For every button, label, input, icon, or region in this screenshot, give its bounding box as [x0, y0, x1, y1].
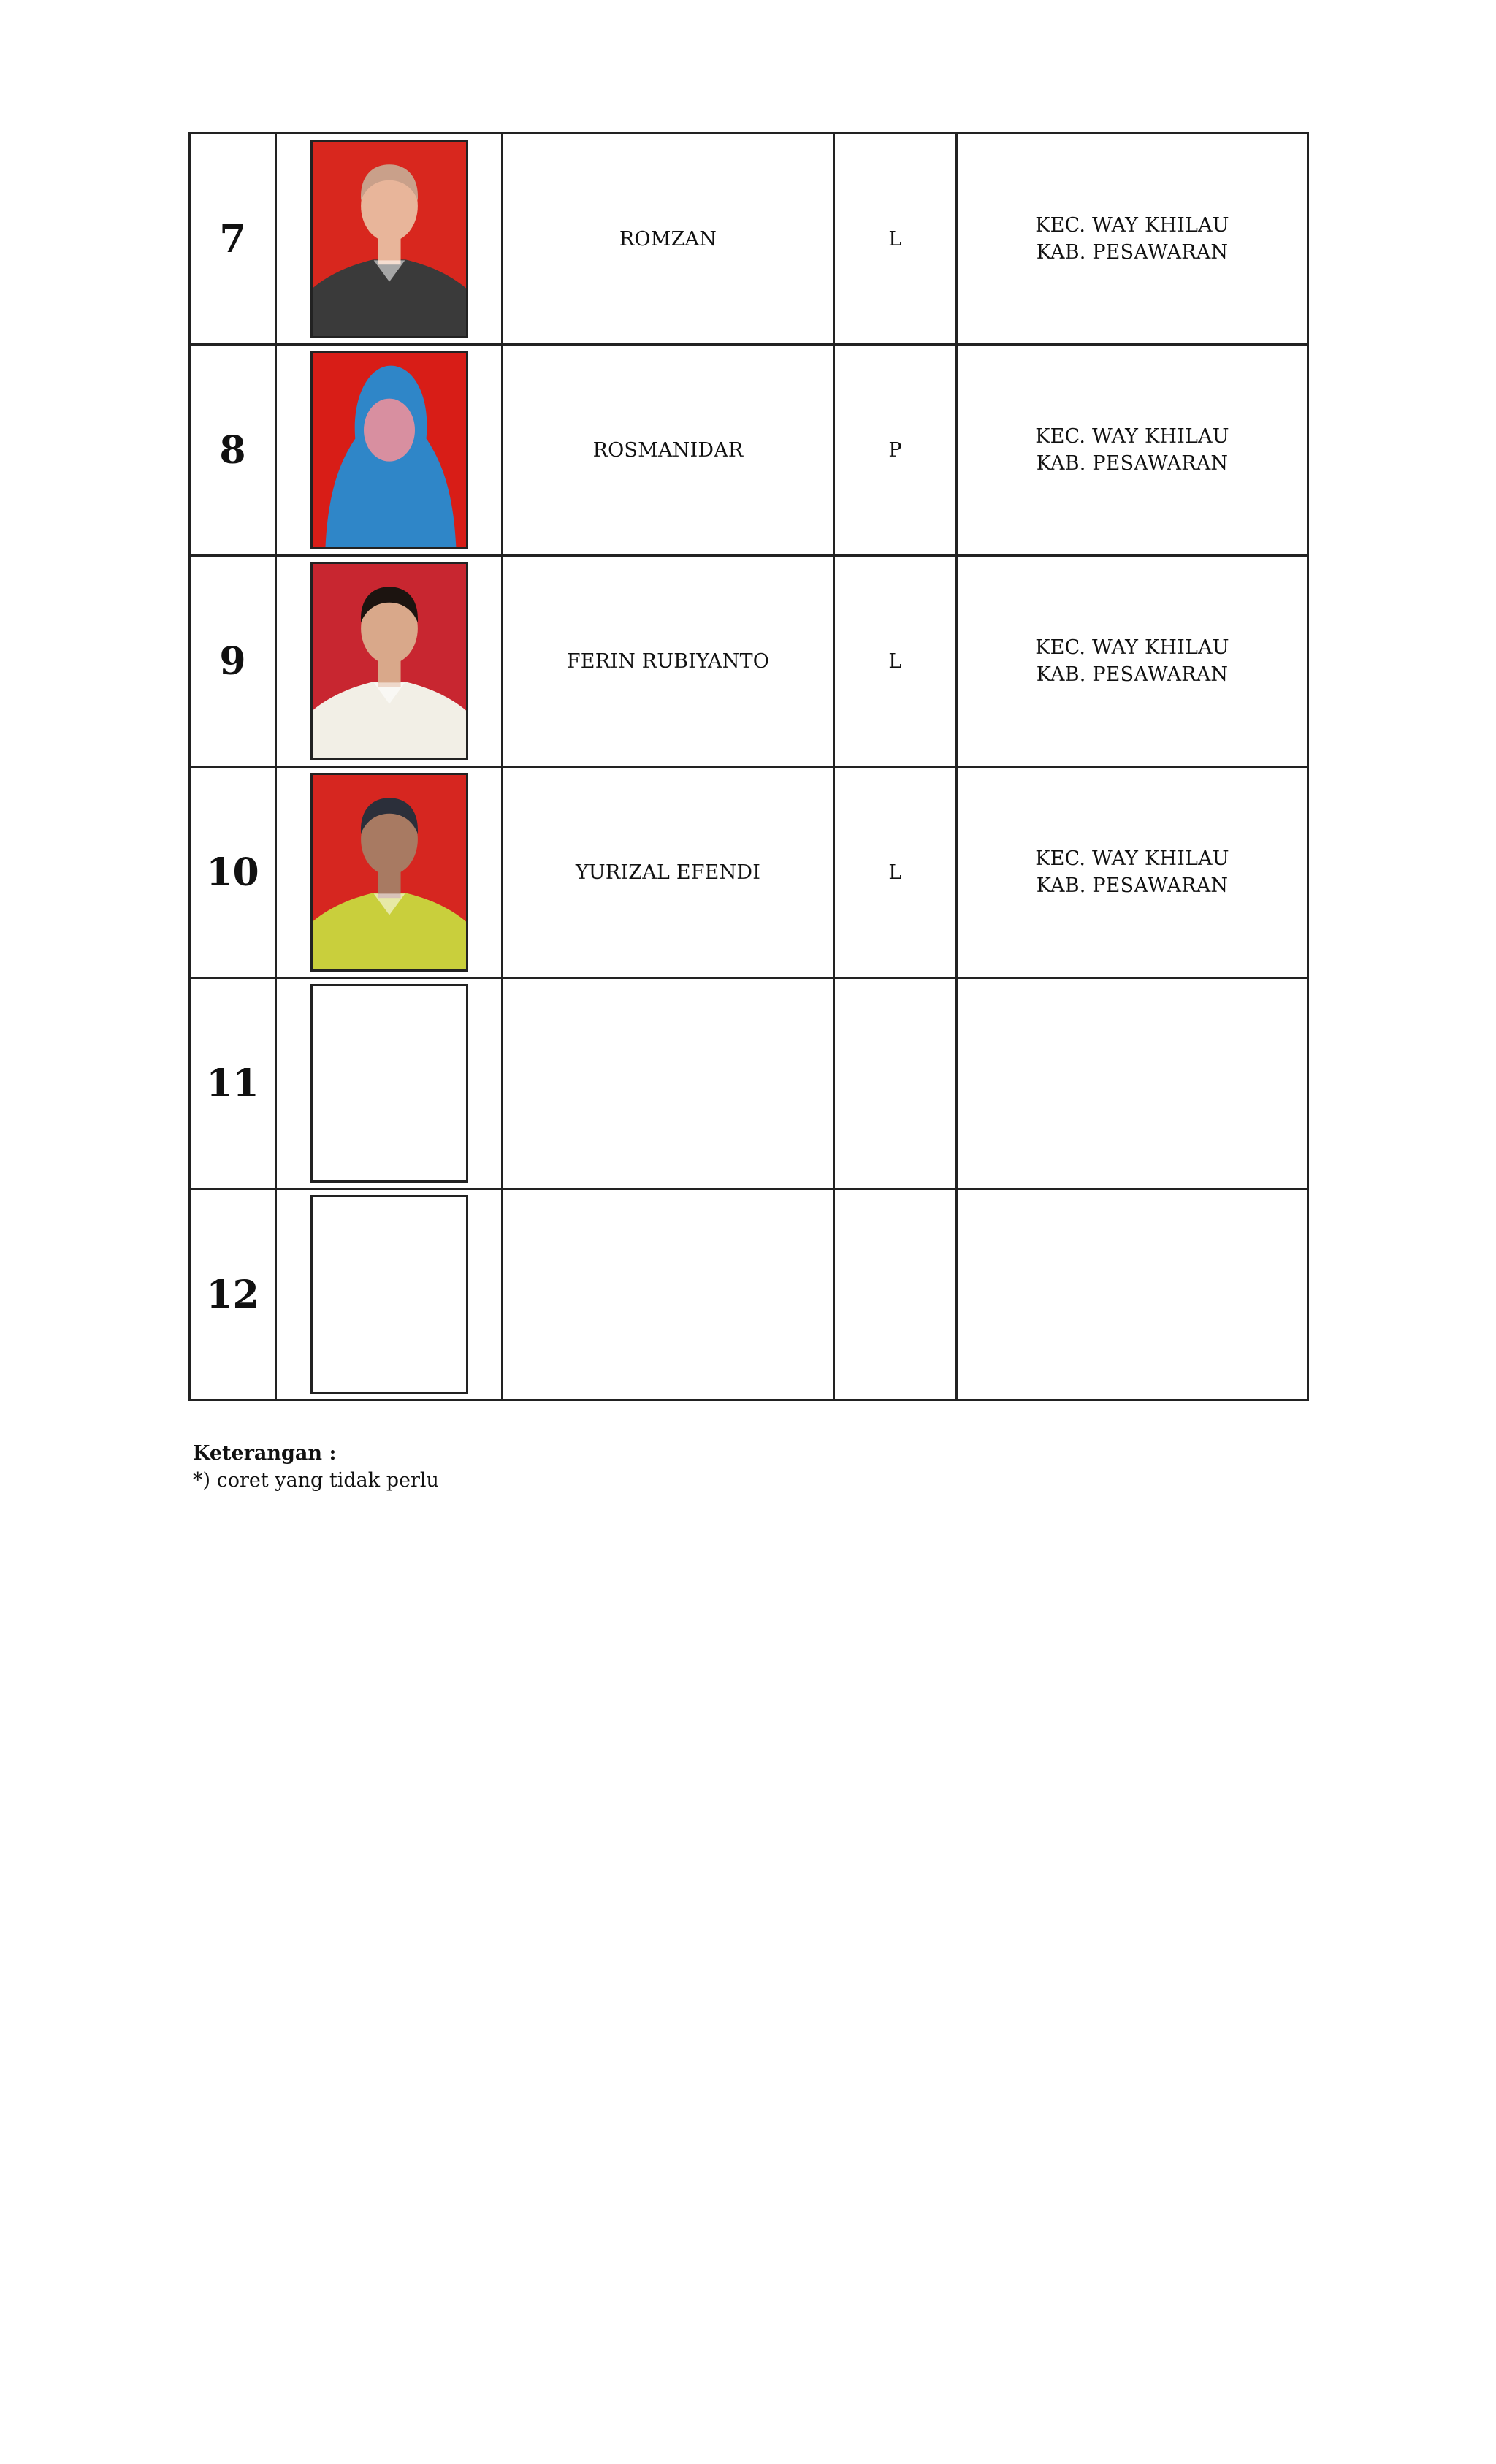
row-number: 12 [206, 1272, 259, 1317]
photo-cell [276, 345, 503, 556]
member-table [188, 132, 1309, 1401]
address-line: KEC. WAY KHILAU [1035, 636, 1229, 659]
member-table-body [190, 134, 1308, 1400]
table-row [190, 556, 1308, 767]
sex-cell [834, 1189, 957, 1400]
address-line: KEC. WAY KHILAU [1035, 425, 1229, 448]
table-row [190, 345, 1308, 556]
name-cell [503, 345, 834, 556]
member-sex: P [888, 438, 902, 462]
address-line: KAB. PESAWARAN [1036, 663, 1229, 686]
address-cell [957, 345, 1308, 556]
row-number-cell [190, 767, 276, 978]
member-name: ROSMANIDAR [592, 438, 744, 462]
name-cell [503, 134, 834, 345]
member-sex: L [888, 861, 902, 884]
portrait-woman-blue-hijab [313, 353, 466, 547]
address-cell [957, 767, 1308, 978]
sex-cell [834, 345, 957, 556]
address-cell [957, 978, 1308, 1189]
address-line: KEC. WAY KHILAU [1035, 847, 1229, 870]
name-cell [503, 978, 834, 1189]
member-name: ROMZAN [619, 227, 717, 251]
member-photo [310, 773, 468, 972]
portrait-man-white-shirt [313, 564, 466, 758]
table-row [190, 134, 1308, 345]
address-cell [957, 134, 1308, 345]
table-row [190, 978, 1308, 1189]
name-cell [503, 1189, 834, 1400]
row-number: 7 [219, 216, 246, 262]
name-cell [503, 767, 834, 978]
row-number-cell [190, 978, 276, 1189]
row-number-cell [190, 134, 276, 345]
member-photo [310, 562, 468, 760]
table-row [190, 1189, 1308, 1400]
row-number: 8 [219, 427, 246, 473]
row-number: 10 [206, 850, 259, 895]
sex-cell [834, 134, 957, 345]
empty-photo-frame [310, 984, 468, 1183]
notes-text: *) coret yang tidak perlu [193, 1469, 439, 1492]
address-line: KEC. WAY KHILAU [1035, 214, 1229, 237]
name-cell [503, 556, 834, 767]
address-line: KAB. PESAWARAN [1036, 241, 1229, 264]
portrait-man-plaid-shirt [313, 142, 466, 336]
photo-cell [276, 556, 503, 767]
row-number-cell [190, 345, 276, 556]
member-name: YURIZAL EFENDI [575, 861, 761, 884]
row-number-cell [190, 1189, 276, 1400]
address-cell [957, 556, 1308, 767]
row-number: 9 [219, 638, 246, 684]
notes-section [193, 1440, 439, 1494]
member-sex: L [888, 649, 902, 673]
sex-cell [834, 767, 957, 978]
table-row [190, 767, 1308, 978]
portrait-man-yellow-shirt [313, 775, 466, 969]
member-photo [310, 140, 468, 338]
sex-cell [834, 556, 957, 767]
member-sex: L [888, 227, 902, 251]
photo-cell [276, 134, 503, 345]
address-line: KAB. PESAWARAN [1036, 874, 1229, 897]
empty-photo-frame [310, 1195, 468, 1394]
row-number: 11 [206, 1061, 259, 1106]
address-cell [957, 1189, 1308, 1400]
notes-label: Keterangan : [193, 1442, 337, 1465]
sex-cell [834, 978, 957, 1189]
photo-cell [276, 767, 503, 978]
member-name: FERIN RUBIYANTO [566, 649, 770, 673]
member-photo [310, 351, 468, 549]
photo-cell [276, 978, 503, 1189]
photo-cell [276, 1189, 503, 1400]
address-line: KAB. PESAWARAN [1036, 452, 1229, 475]
row-number-cell [190, 556, 276, 767]
